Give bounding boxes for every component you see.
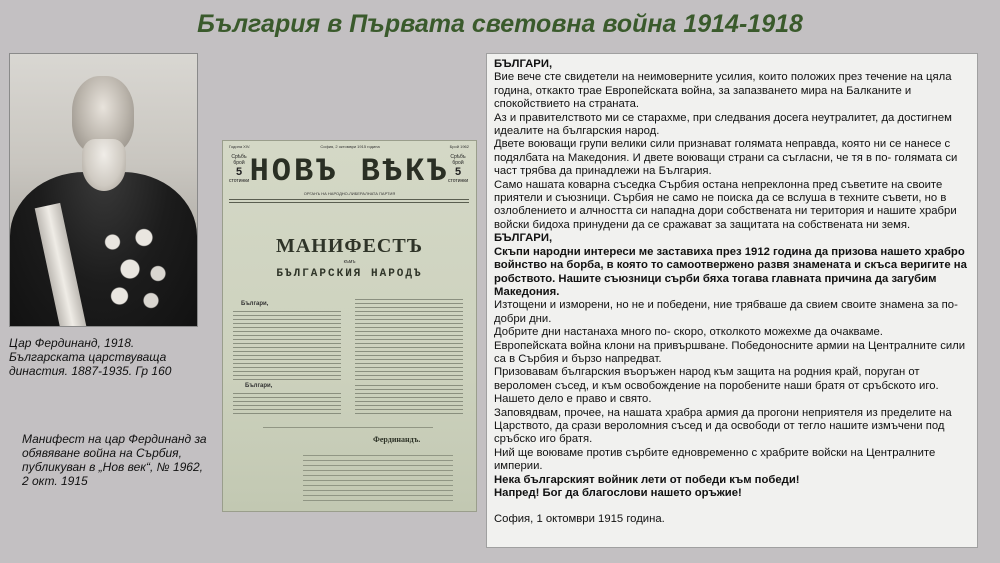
manifesto-paragraph: Заповядвам, прочее, на нашата храбра армия да прогони неприятеля из пределите на Царството, да срази вероломния съсед и да освободи от тегло нашите измъчени под сръбско иго братя. xyxy=(494,406,952,446)
manifesto-paragraph: Само нашата коварна съседка Сърбия остана непреклонна пред съветите на своите приятели и съюзници. Сърбия не само не поиска да се вслуша в техните съвети, но в озлоблението и алчността си нападна дори собствената ни територия и нашите храбри войски бидоха принудени да се сражават за защитата на собствената ни земя. xyxy=(494,178,957,231)
newspaper-subtitle: ОРГАНЪ НА НАРОДНО-ЛИБЕРАЛНАТА ПАРТИЯ xyxy=(303,191,396,196)
newspaper-image xyxy=(222,140,477,512)
manifesto-paragraphs xyxy=(494,58,970,500)
newspaper-price-label-right: Срѣбъ брой xyxy=(450,154,466,166)
manifesto-paragraph: Двете воюващи групи велики сили признават голямата неправда, която ни се нанесе с подялбата на Македония. И двете воюващи страни са съгласни, че тя в по- голямата си част трябва да принадлежи на България. xyxy=(494,138,958,178)
manifesto-paragraph: Напред! Бог да благослови нашето оръжие! xyxy=(494,487,742,499)
newspaper-price-unit: стотинки xyxy=(229,178,250,184)
newspaper-rule xyxy=(229,202,469,203)
manifesto-paragraph: Изтощени и изморени, но не и победени, ние трябваше да свием своите знамена за по-добри дни. xyxy=(494,299,958,325)
manifest-caption: Манифест на цар Фердинанд за обявяване война на Сърбия, публикуван в „Нов век“, № 1962, 2 окт. 1915 xyxy=(22,432,207,488)
newspaper-price-number-right: 5 xyxy=(454,166,462,178)
newspaper-top-line xyxy=(229,144,469,149)
newspaper-column-text xyxy=(233,393,341,417)
manifesto-date-line: София, 1 октомври 1915 година. xyxy=(494,513,665,526)
photo-beard xyxy=(82,139,126,191)
newspaper-column-text xyxy=(233,311,341,381)
newspaper-column-text xyxy=(355,385,463,415)
manifesto-paragraph: БЪЛГАРИ, xyxy=(494,58,553,70)
manifesto-paragraph: Европейската война клони на привършване. Победоносните армии на Централните сили са в Сърбия и бързо напредват. xyxy=(494,339,966,365)
manifesto-paragraph: Нека българският войник лети от победи към победи! xyxy=(494,473,800,486)
manifesto-paragraph: Призовавам българския въоръжен народ към защита на родния край, поруган от вероломен съсед, и към освобождение на поробените наши братя от сръбското иго. Нашето дело е право и свято. xyxy=(494,366,939,406)
manifesto-paragraph: БЪЛГАРИ, xyxy=(494,232,553,245)
newspaper-column-heading: Българи, xyxy=(241,301,269,307)
manifesto-paragraph: Вие вече сте свидетели на неимоверните усилия, които положих през течение на цяла година, откакто трае Европейската война, за запазването мира на Балканите и спокойствието на страната. xyxy=(494,71,952,111)
newspaper-column-heading: Българи, xyxy=(245,383,273,389)
newspaper-price-number: 5 xyxy=(235,166,243,178)
newspaper-column-text xyxy=(355,299,463,381)
newspaper-issue-number: Брой 1962 xyxy=(449,144,469,149)
newspaper-manifesto-heading: МАНИФЕСТЪ xyxy=(275,235,424,257)
newspaper-signature: Фердинандъ. xyxy=(373,435,421,444)
newspaper-price-label: Срѣбъ брой xyxy=(231,154,247,166)
photo-medals xyxy=(102,224,172,314)
slide-title: България в Първата световна война 1914-1918 xyxy=(197,10,803,38)
manifesto-paragraph: Аз и правителството ми се стараxме, при следвания досега неутралитет, да достигнем идеалите на българския народ. xyxy=(494,111,952,138)
newspaper-masthead: НОВЪ ВѢКЪ xyxy=(249,153,450,190)
tsar-ferdinand-photo xyxy=(9,53,198,327)
newspaper-date: София, 2 октомври 1915 година xyxy=(320,144,380,149)
manifesto-text-box xyxy=(486,53,978,548)
newspaper-people-heading: БЪЛГАРСКИЯ НАРОДЪ xyxy=(276,268,423,280)
manifesto-paragraph: Скъпи народни интереси ме заставиха през 1912 година да призова нашето храбро войнство на борба, в която то самоотвержено развя знамената и скъса веригите на робството. Нашите съюзници сърби бяха тогава главната причина да загубим Македония. xyxy=(494,245,967,298)
newspaper-rule xyxy=(263,427,433,428)
newspaper-minister-list xyxy=(303,455,453,503)
newspaper-price-unit-right: стотинки xyxy=(448,178,469,184)
newspaper-rule xyxy=(229,199,469,200)
photo-caption: Цар Фердинанд, 1918. Българската царствуваща династия. 1887-1935. Гр 160 xyxy=(9,336,172,378)
newspaper-issue-year: Година XIV. xyxy=(229,144,251,149)
newspaper-to: къмъ xyxy=(343,259,356,265)
manifesto-paragraph: Добрите дни настанаха много по- скоро, отколкото можехме да очакваме. xyxy=(494,326,883,339)
manifesto-paragraph: Ний ще воюваме против сърбите едновременно с храбрите войски на Централните империи. xyxy=(494,446,936,473)
